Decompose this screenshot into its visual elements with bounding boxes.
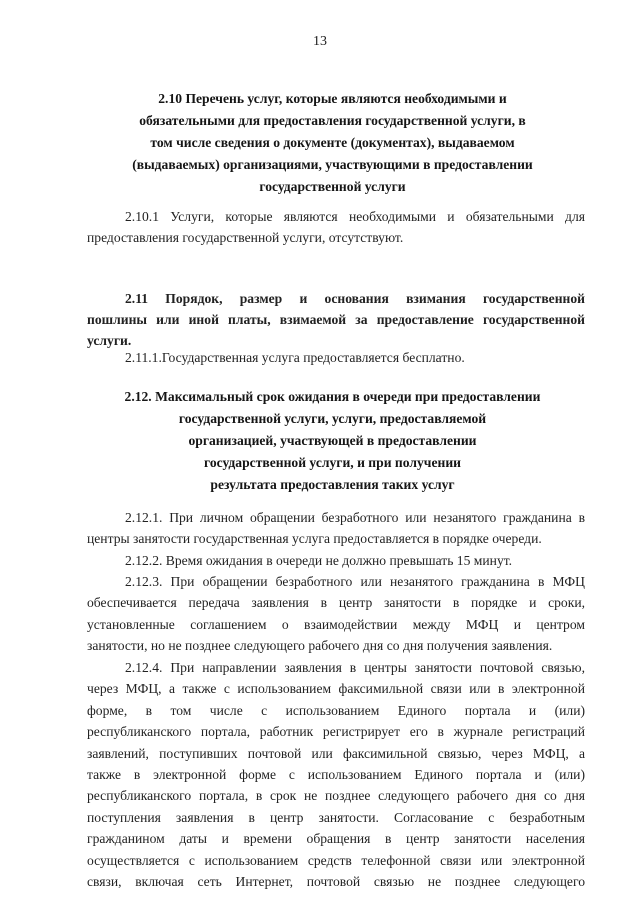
heading-line: государственной услуги, услуги, предоставляемой	[178, 411, 487, 426]
paragraph-line: 2.10.1 Услуги, которые являются необходимыми и обязательными для	[125, 209, 585, 224]
page-number: 13	[313, 34, 327, 49]
paragraph-line: также в электронной форме с использованием Единого портала и (или)	[87, 767, 585, 783]
paragraph-line: 2.12.1. При личном обращении безработного или незанятого гражданина в	[125, 510, 585, 525]
paragraph-2-10-1	[87, 206, 585, 249]
paragraph-line: центры занятости государственная услуга предоставляется в порядке очереди.	[87, 531, 542, 547]
heading-line: 2.10 Перечень услуг, которые являются необходимыми и	[158, 91, 507, 106]
paragraph-line: 2.12.4. При направлении заявления в центры занятости почтовой связью,	[125, 660, 585, 675]
paragraph-line: заявлений, поступивших почтовой или факсимильной связью, через МФЦ, а	[87, 745, 585, 761]
paragraph-line: 2.12.2. Время ожидания в очереди не должно превышать 15 минут.	[125, 553, 513, 568]
paragraph-line: через МФЦ, а также с использованием факсимильной связи или в электронной	[87, 681, 585, 697]
heading-line: 2.11 Порядок, размер и основания взимания государственной	[125, 291, 585, 306]
heading-line: результата предоставления таких услуг	[210, 477, 455, 492]
heading-line: государственной услуги, и при получении	[204, 455, 461, 470]
paragraph-line: занятости, но не позднее следующего рабочего дня со дня получения заявления.	[87, 638, 553, 654]
paragraph-line: предоставления государственной услуги, отсутствуют.	[87, 230, 404, 246]
paragraph-line: республиканского портала, в срок не позднее следующего рабочего дня со дня	[87, 788, 585, 804]
heading-line: услуги.	[87, 333, 132, 348]
heading-line: том числе сведения о документе (документах), выдаваемом	[150, 135, 515, 150]
paragraph-line: гражданином даты и времени обращения в центр занятости населения	[87, 831, 585, 847]
paragraph-2-12-3	[87, 571, 585, 657]
section-2-10-heading	[110, 88, 555, 198]
paragraph-line: обеспечивается передача заявления в центр занятости в порядке и сроки,	[87, 595, 585, 611]
paragraph-line: осуществляется с использованием средств телефонной связи или электронной	[87, 852, 585, 868]
heading-line: (выдаваемых) организациями, участвующими в предоставлении	[132, 157, 533, 172]
paragraph-2-12-1	[87, 507, 585, 550]
heading-line: государственной услуги	[259, 179, 406, 194]
paragraph-line: республиканского портала, работник регистрирует его в журнале регистраций	[87, 724, 585, 740]
paragraph-line: 2.12.3. При обращении безработного или незанятого гражданина в МФЦ	[125, 574, 585, 589]
paragraph-2-12-4	[87, 657, 585, 892]
heading-line: пошлины или иной платы, взимаемой за предоставление государственной	[87, 312, 585, 327]
paragraph-line: 2.11.1.Государственная услуга предоставляется бесплатно.	[125, 350, 465, 365]
paragraph-line: поступления заявления в центр занятости. Согласование с безработным	[87, 809, 585, 825]
paragraph-line: связи, включая сеть Интернет, почтовой связью не позднее следующего	[87, 874, 585, 890]
heading-line: обязательными для предоставления государственной услуги, в	[139, 113, 526, 128]
heading-line: 2.12. Максимальный срок ожидания в очереди при предоставлении	[124, 389, 541, 404]
paragraph-2-11-1	[87, 347, 585, 368]
paragraph-line: форме, в том числе с использованием Единого портала и (или)	[87, 702, 585, 718]
heading-line: организацией, участвующей в предоставлении	[188, 433, 477, 448]
paragraph-2-12-2	[87, 550, 585, 571]
section-2-12-heading	[110, 386, 555, 496]
paragraph-line: установленные соглашением о взаимодействии между МФЦ и центром	[87, 616, 585, 632]
section-2-11-heading	[87, 288, 585, 351]
